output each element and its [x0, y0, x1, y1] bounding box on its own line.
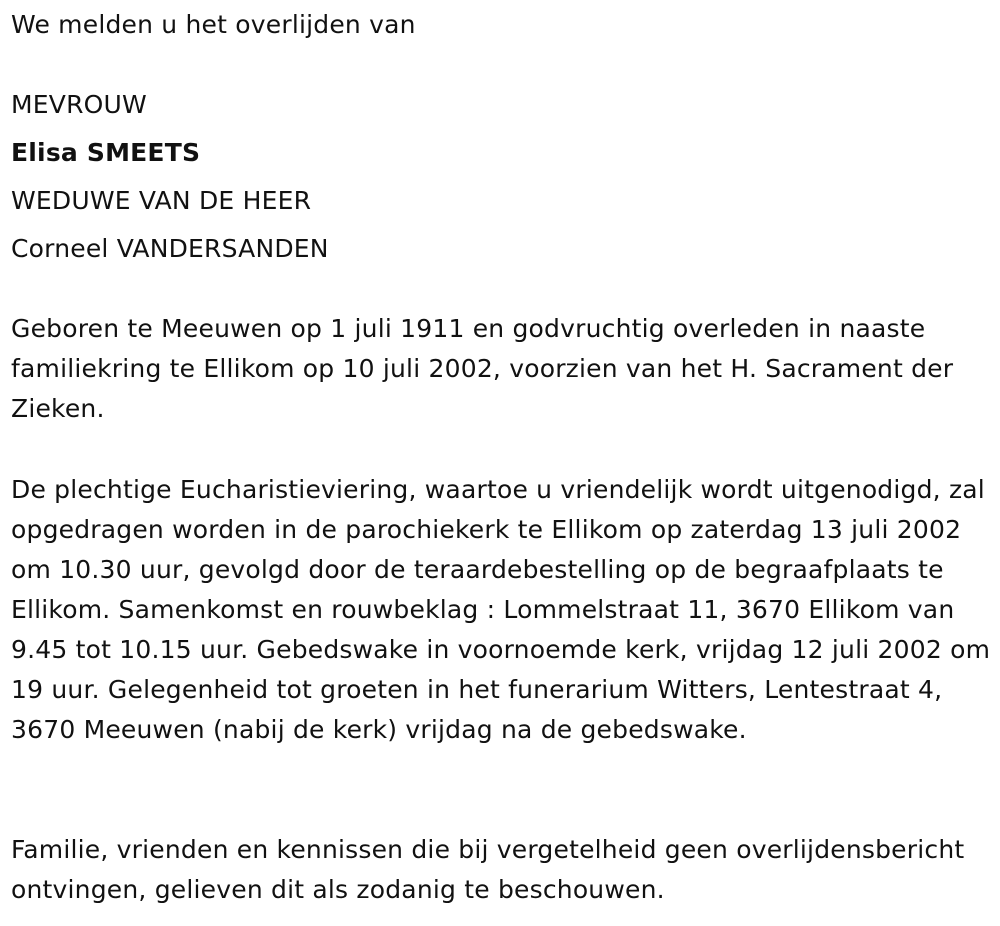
- birth-death-paragraph: Geboren te Meeuwen op 1 juli 1911 en godvruchtig overleden in naaste familiekring te Ellikom op 10 juli 2002, voorzien van het H. Sacrament der Zieken.: [11, 314, 954, 423]
- title-line: MEVROUW: [11, 90, 147, 119]
- widow-line: WEDUWE VAN DE HEER: [11, 186, 312, 215]
- intro-line: We melden u het overlijden van: [11, 10, 416, 39]
- spouse-name: Corneel VANDERSANDEN: [11, 234, 329, 263]
- ceremony-paragraph: De plechtige Eucharistieviering, waartoe u vriendelijk wordt uitgenodigd, zal opgedragen worden in de parochiekerk te Ellikom op zaterdag 13 juli 2002 om 10.30 uur, gevolgd door de teraardebestelling op de begraafplaats te Ellikom. Samenkomst en rouwbeklag : Lommelstraat 11, 3670 Ellikom van 9.45 tot 10.15 uur. Gebedswake in voornoemde kerk, vrijdag 12 juli 2002 om 19 uur. Gelegenheid tot groeten in het funerarium Witters, Lentestraat 4, 3670 Meeuwen (nabij de kerk) vrijdag na de gebedswake.: [11, 475, 991, 744]
- closing-paragraph: Familie, vrienden en kennissen die bij vergetelheid geen overlijdensbericht ontvingen, gelieven dit als zodanig te beschouwen.: [11, 835, 965, 904]
- deceased-name: Elisa SMEETS: [11, 138, 201, 167]
